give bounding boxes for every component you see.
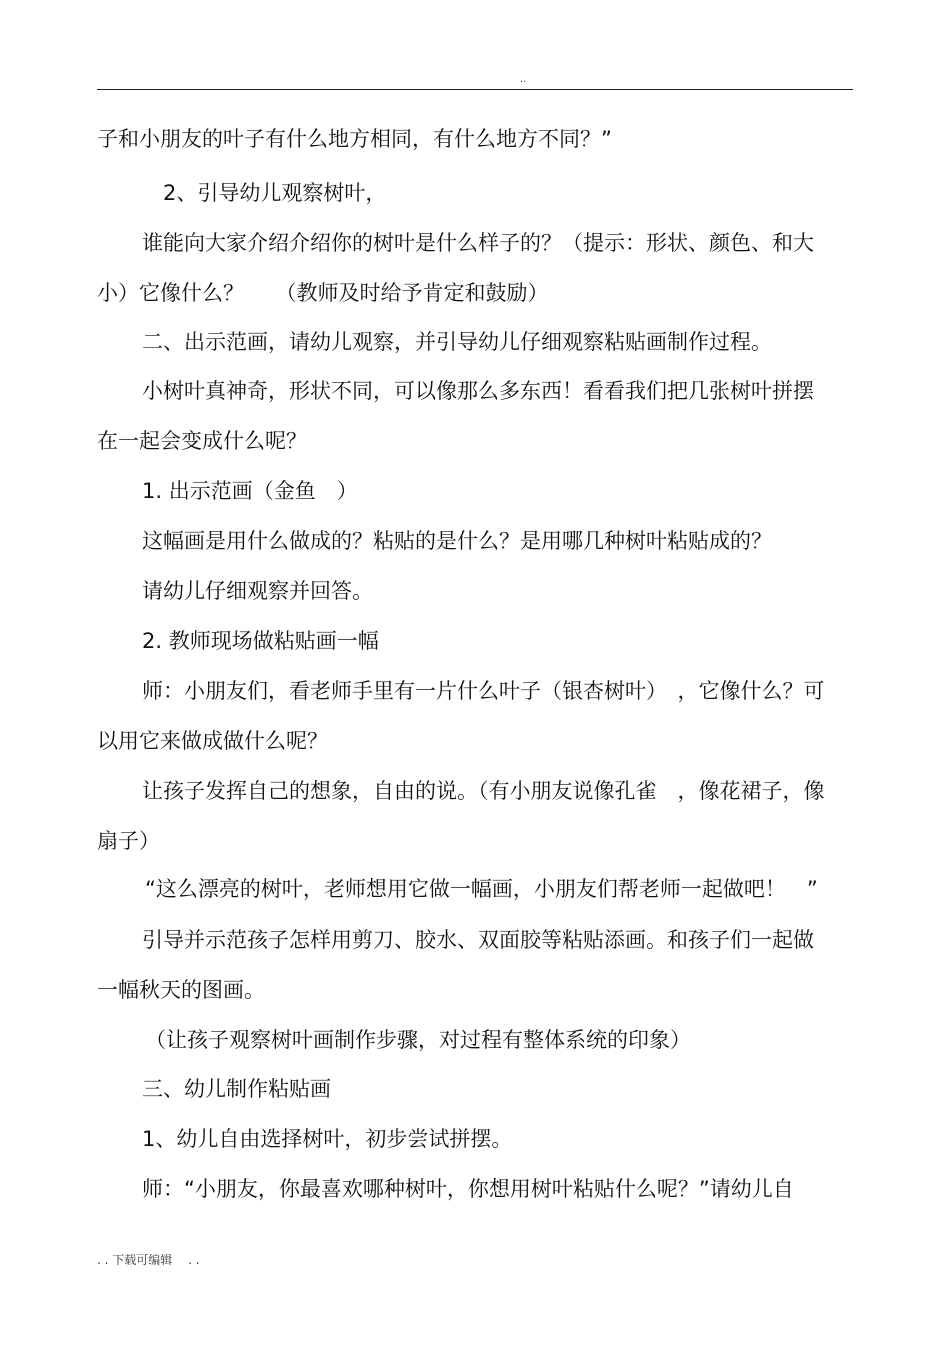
text-line: 二、出示范画，请幼儿观察，并引导幼儿仔细观察粘贴画制作过程。 <box>142 330 772 354</box>
text-line: 1、幼儿自由选择树叶，初步尝试拼摆。 <box>142 1127 513 1151</box>
text-line: 三、幼儿制作粘贴画 <box>142 1077 331 1101</box>
text-line: 2. 教师现场做粘贴画一幅 <box>142 629 379 653</box>
text-line: 让孩子发挥自己的想象，自由的说。（有小朋友说像孔雀 ，像花裙子，像 <box>142 779 825 803</box>
text-line: 2、引导幼儿观察树叶， <box>163 181 387 205</box>
text-line: “这么漂亮的树叶，老师想用它做一幅画，小朋友们帮老师一起做吧！ ” <box>145 877 818 901</box>
text-line: 小树叶真神奇，形状不同，可以像那么多东西！看看我们把几张树叶拼摆 <box>142 379 814 403</box>
header-rule <box>97 89 853 90</box>
text-line: 这幅画是用什么做成的？粘贴的是什么？是用哪几种树叶粘贴成的？ <box>142 529 772 553</box>
text-line: 以用它来做成做什么呢？ <box>97 729 328 753</box>
text-line: 请幼儿仔细观察并回答。 <box>142 579 373 603</box>
text-line: 在一起会变成什么呢？ <box>97 429 307 453</box>
header-mark: .. <box>520 74 527 85</box>
text-line: 引导并示范孩子怎样用剪刀、胶水、双面胶等粘贴添画。和孩子们一起做 <box>142 928 814 952</box>
text-line: 子和小朋友的叶子有什么地方相同，有什么地方不同？” <box>97 127 612 151</box>
text-line: 一幅秋天的图画。 <box>97 978 265 1002</box>
text-line: 小）它像什么？ （教师及时给予肯定和鼓励） <box>97 281 549 305</box>
text-line: 1. 出示范画（金鱼 ） <box>142 479 358 503</box>
text-line: 师：“小朋友，你最喜欢哪种树叶，你想用树叶粘贴什么呢？”请幼儿自 <box>142 1177 794 1201</box>
page-footer: . . 下载可编辑 . . <box>97 1253 200 1267</box>
text-line: 扇子） <box>97 829 160 853</box>
text-line: 师：小朋友们，看老师手里有一片什么叶子（银杏树叶） ，它像什么？可 <box>142 679 825 703</box>
text-line: （让孩子观察树叶画制作步骤，对过程有整体系统的印象） <box>145 1028 691 1052</box>
text-line: 谁能向大家介绍介绍你的树叶是什么样子的？（提示：形状、颜色、和大 <box>142 231 814 255</box>
